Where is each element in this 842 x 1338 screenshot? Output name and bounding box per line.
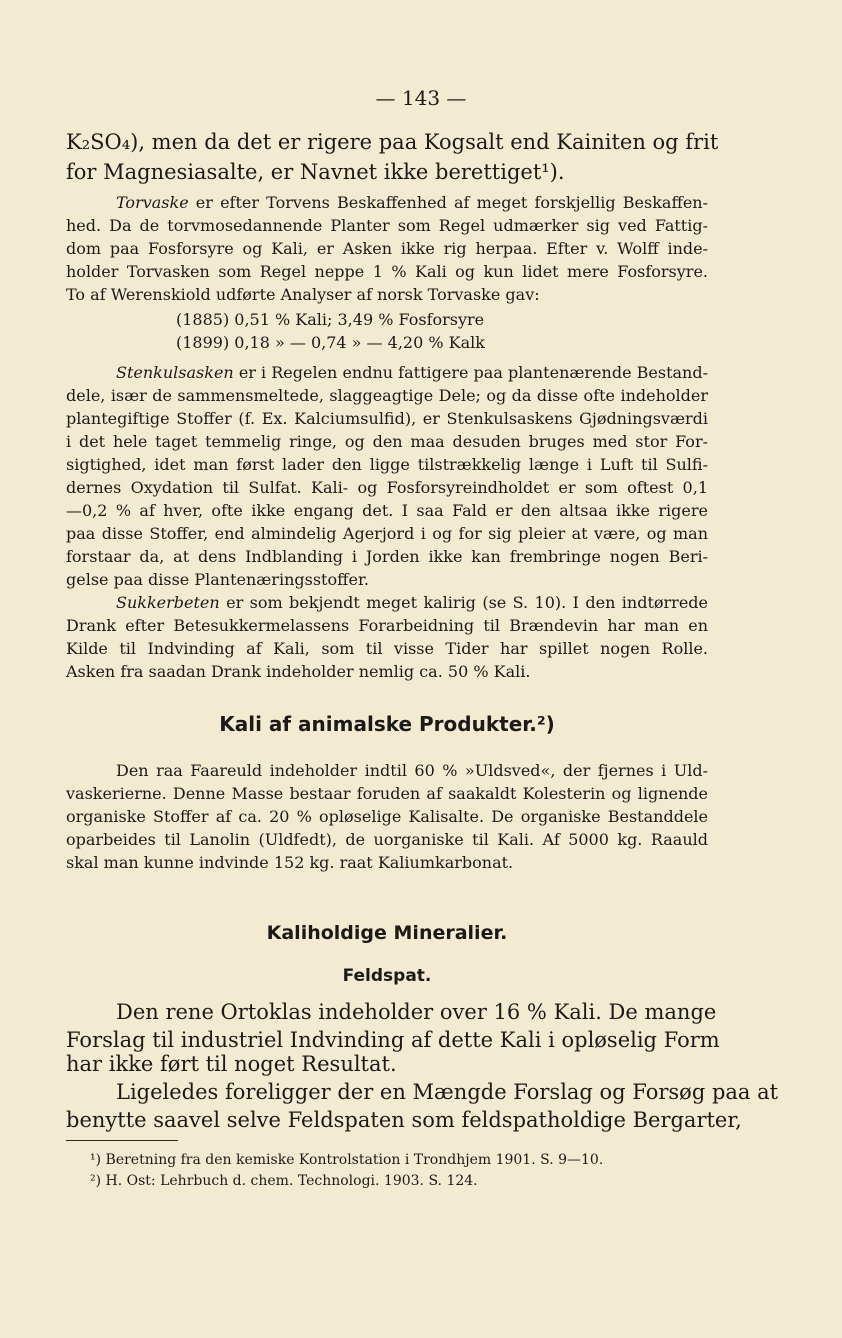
animal-line-4: oparbeides til Lanolin (Uldfedt), de uorganiske til Kali. Af 5000 kg. Raauld — [66, 830, 708, 849]
torvaske-line-3: dom paa Fosforsyre og Kali, er Asken ikke rig herpaa. Efter v. Wolff inde- — [66, 239, 708, 258]
stenkul-line-1: Stenkulsasken er i Regelen endnu fattigere paa plantenærende Bestand- — [116, 363, 708, 382]
sukker-line-2: Drank efter Betesukkermelassens Forarbeidning til Brændevin har man en — [66, 616, 708, 635]
stenkul-line-5: sigtighed, idet man først lader den ligge tilstrækkelig længe i Luft til Sulfi- — [66, 455, 708, 474]
stenkul-line-8: paa disse Stoffer, end almindelig Agerjord i og for sig pleier at være, og man — [66, 524, 708, 543]
feldspat-line-2: Forslag til industriel Indvinding af dette Kali i opløselig Form — [66, 1028, 720, 1052]
stenkul-line-7: —0,2 % af hver, ofte ikke engang det. I saa Fald er den altsaa ikke rigere — [66, 501, 708, 520]
torvaske-line-5: To af Werenskiold udførte Analyser af norsk Torvaske gav: — [66, 285, 540, 304]
heading-feldspat: Feldspat. — [342, 966, 432, 986]
sukker-line-3: Kilde til Indvinding af Kali, som til visse Tider har spillet nogen Rolle. — [66, 639, 708, 658]
animal-line-5: skal man kunne indvinde 152 kg. raat Kaliumkarbonat. — [66, 853, 514, 872]
heading-minerals: Kaliholdige Mineralier. — [266, 922, 508, 944]
sukker-term: Sukkerbeten — [116, 593, 220, 612]
feldspat-line-4: Ligeledes foreligger der en Mængde Forslag og Forsøg paa at — [116, 1080, 779, 1104]
stenkul-line-2: dele, især de sammensmeltede, slaggeagtige Dele; og da disse ofte indeholder — [66, 386, 708, 405]
intro-line-1: K₂SO₄), men da det er rigere paa Kogsalt end Kainiten og frit — [66, 130, 719, 154]
feldspat-line-1: Den rene Ortoklas indeholder over 16 % Kali. De mange — [116, 1000, 717, 1024]
heading-animal-products: Kali af animalske Produkter.²) — [219, 712, 555, 736]
stenkul-line-10: gelse paa disse Plantenæringsstoffer. — [66, 570, 369, 589]
animal-line-2: vaskerierne. Denne Masse bestaar foruden af saakaldt Kolesterin og lignende — [66, 784, 708, 803]
stenkul-term: Stenkulsasken — [116, 363, 234, 382]
footnote-rule — [66, 1140, 178, 1141]
page-number: — 143 — — [375, 86, 467, 110]
feldspat-line-5: benytte saavel selve Feldspaten som feldspatholdige Bergarter, — [66, 1108, 742, 1132]
analysis-1885: (1885) 0,51 % Kali; 3,49 % Fosforsyre — [176, 310, 485, 329]
footnote-2: ²) H. Ost: Lehrbuch d. chem. Technologi. 1903. S. 124. — [90, 1173, 478, 1189]
feldspat-line-3: har ikke ført til noget Resultat. — [66, 1052, 397, 1076]
animal-line-3: organiske Stoffer af ca. 20 % opløselige Kalisalte. De organiske Bestanddele — [66, 807, 708, 826]
footnote-1: ¹) Beretning fra den kemiske Kontrolstation i Trondhjem 1901. S. 9—10. — [90, 1152, 604, 1168]
animal-line-1: Den raa Faareuld indeholder indtil 60 % »Uldsved«, der fjernes i Uld- — [116, 761, 708, 780]
torvaske-line-1: Torvaske er efter Torvens Beskaffenhed af meget forskjellig Beskaffen- — [116, 193, 708, 212]
stenkul-line-9: forstaar da, at dens Indblanding i Jorden ikke kan frembringe nogen Beri- — [66, 547, 708, 566]
sukker-line-4: Asken fra saadan Drank indeholder nemlig ca. 50 % Kali. — [66, 662, 531, 681]
torvaske-line-4: holder Torvasken som Regel neppe 1 % Kali og kun lidet mere Fosforsyre. — [66, 262, 708, 281]
stenkul-line-3: plantegiftige Stoffer (f. Ex. Kalciumsulfid), er Stenkulsaskens Gjødningsværdi — [66, 409, 708, 428]
intro-line-2: for Magnesiasalte, er Navnet ikke berettiget¹). — [66, 160, 565, 184]
analysis-1899: (1899) 0,18 » — 0,74 » — 4,20 % Kalk — [176, 333, 485, 352]
stenkul-line-4: i det hele taget temmelig ringe, og den maa desuden bruges med stor For- — [66, 432, 708, 451]
torvaske-line-2: hed. Da de torvmosedannende Planter som Regel udmærker sig ved Fattig- — [66, 216, 708, 235]
torvaske-term: Torvaske — [116, 193, 189, 212]
sukker-line-1: Sukkerbeten er som bekjendt meget kalirig (se S. 10). I den indtørrede — [116, 593, 708, 612]
stenkul-line-6: dernes Oxydation til Sulfat. Kali- og Fosforsyreindholdet er som oftest 0,1 — [66, 478, 708, 497]
